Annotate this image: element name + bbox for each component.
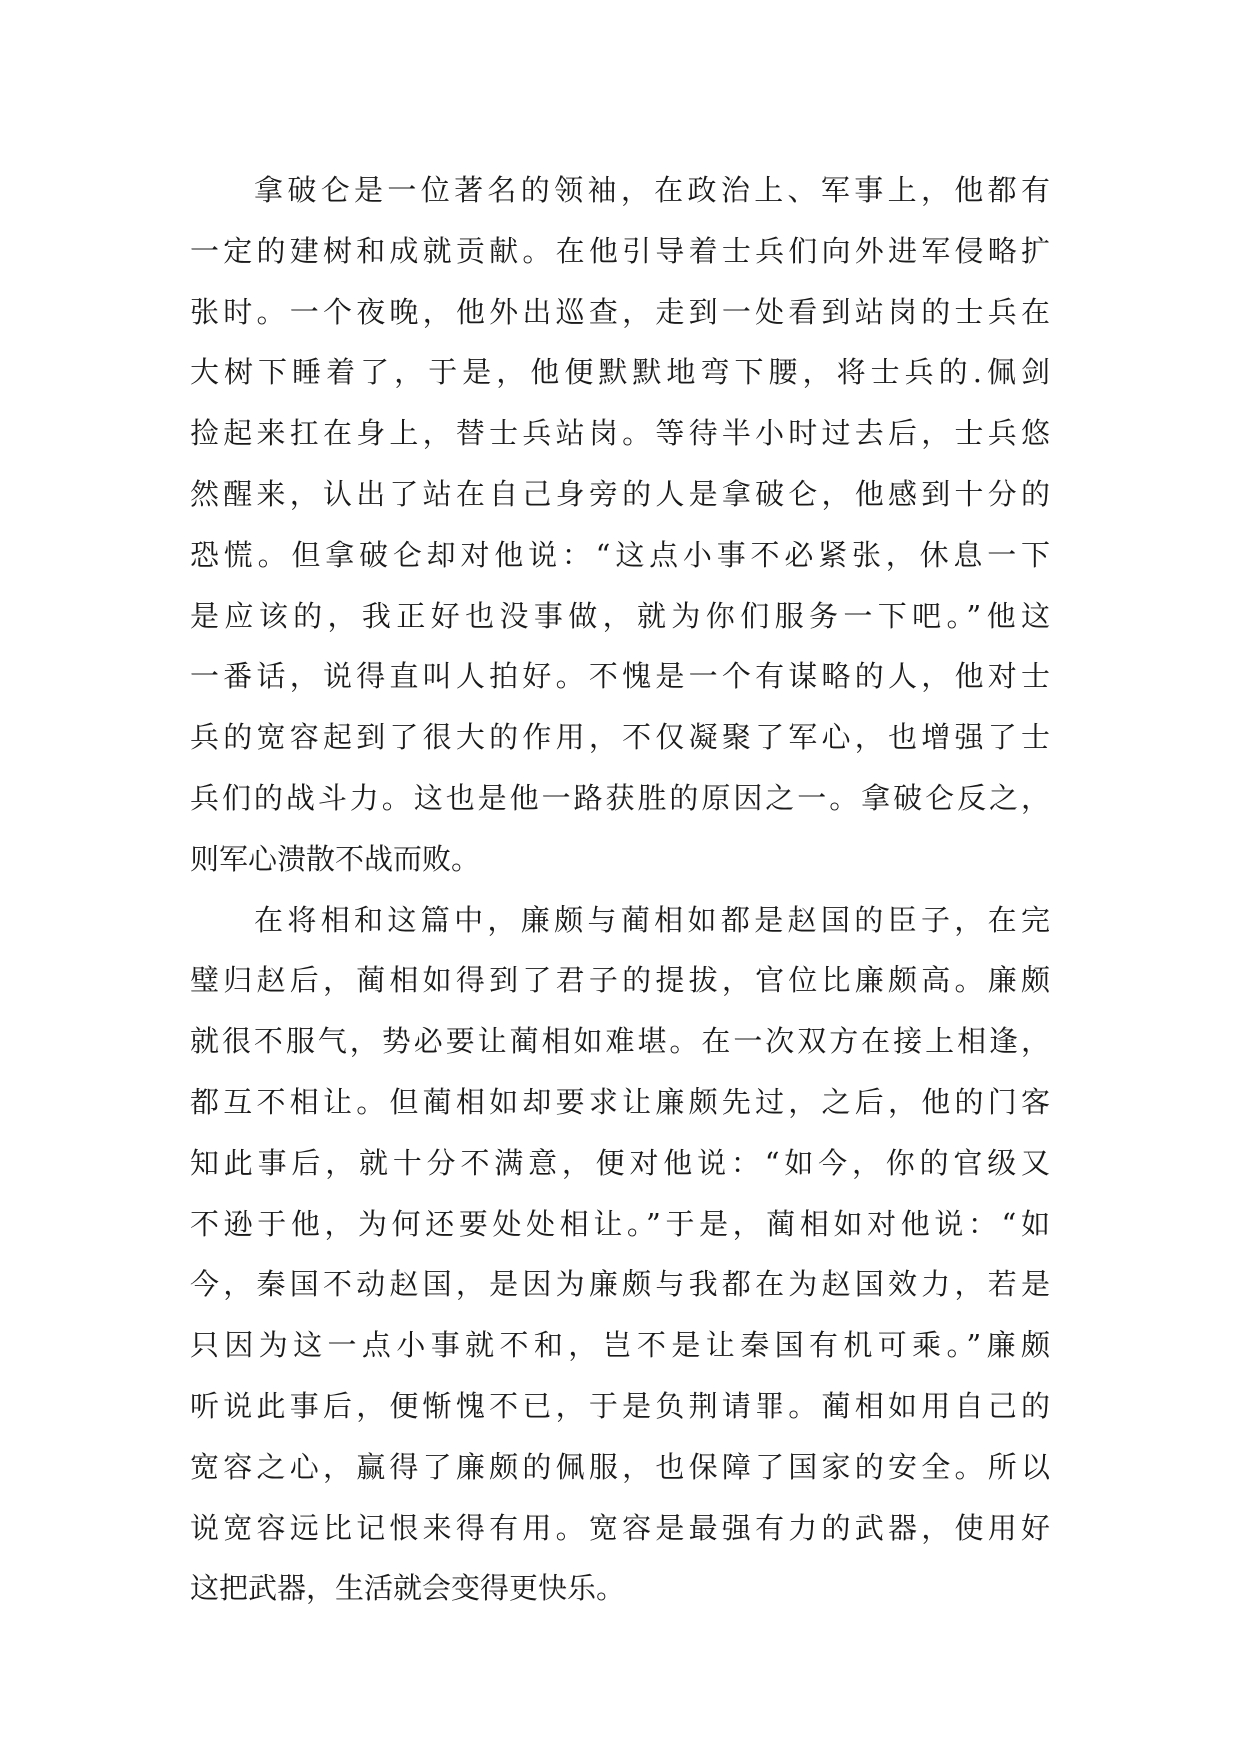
text-line: 大树下睡着了，于是，他便默默地弯下腰，将士兵的.佩剑: [190, 355, 1050, 390]
text-line: 在将相和这篇中，廉颇与蔺相如都是赵国的臣子，在完: [254, 902, 1050, 937]
text-line: 然醒来，认出了站在自己身旁的人是拿破仑，他感到十分的: [190, 476, 1050, 511]
paragraph-lian-po-lin-xiangru: [190, 890, 1050, 1620]
text-line: 兵的宽容起到了很大的作用，不仅凝聚了军心，也增强了士: [190, 720, 1050, 755]
text-line: 今，秦国不动赵国，是因为廉颇与我都在为赵国效力，若是: [190, 1267, 1050, 1302]
text-line: 只因为这一点小事就不和，岂不是让秦国有机可乘。”廉颇: [190, 1328, 1050, 1363]
text-line: 说宽容远比记恨来得有用。宽容是最强有力的武器，使用好: [190, 1510, 1050, 1545]
text-line: 璧归赵后，蔺相如得到了君子的提拔，官位比廉颇高。廉颇: [190, 963, 1050, 998]
text-line: 一定的建树和成就贡献。在他引导着士兵们向外进军侵略扩: [190, 233, 1050, 268]
text-line: 一番话，说得直叫人拍好。不愧是一个有谋略的人，他对士: [190, 659, 1050, 694]
text-line: 捡起来扛在身上，替士兵站岗。等待半小时过去后，士兵悠: [190, 416, 1050, 451]
text-line: 则军心溃散不战而败。: [190, 841, 481, 876]
text-line: 听说此事后，便惭愧不已，于是负荆请罪。蔺相如用自己的: [190, 1388, 1050, 1423]
text-line: 张时。一个夜晚，他外出巡查，走到一处看到站岗的士兵在: [190, 294, 1050, 329]
text-line: 兵们的战斗力。这也是他一路获胜的原因之一。拿破仑反之，: [190, 780, 1050, 815]
text-line: 恐慌。但拿破仑却对他说：“这点小事不必紧张，休息一下: [190, 537, 1050, 572]
document-body: [190, 160, 1050, 1619]
text-line: 知此事后，就十分不满意，便对他说：“如今，你的官级又: [190, 1145, 1050, 1180]
text-line: 拿破仑是一位著名的领袖，在政治上、军事上，他都有: [254, 173, 1050, 207]
text-line: 不逊于他，为何还要处处相让。”于是，蔺相如对他说：“如: [190, 1206, 1050, 1241]
text-line: 就很不服气，势必要让蔺相如难堪。在一次双方在接上相逢，: [190, 1024, 1050, 1059]
paragraph-napoleon: [190, 160, 1050, 890]
text-line: 都互不相让。但蔺相如却要求让廉颇先过，之后，他的门客: [190, 1084, 1050, 1119]
text-line: 这把武器，生活就会变得更快乐。: [190, 1571, 626, 1606]
text-line: 是应该的，我正好也没事做，就为你们服务一下吧。”他这: [190, 598, 1050, 633]
text-line: 宽容之心，赢得了廉颇的佩服，也保障了国家的安全。所以: [190, 1449, 1050, 1484]
